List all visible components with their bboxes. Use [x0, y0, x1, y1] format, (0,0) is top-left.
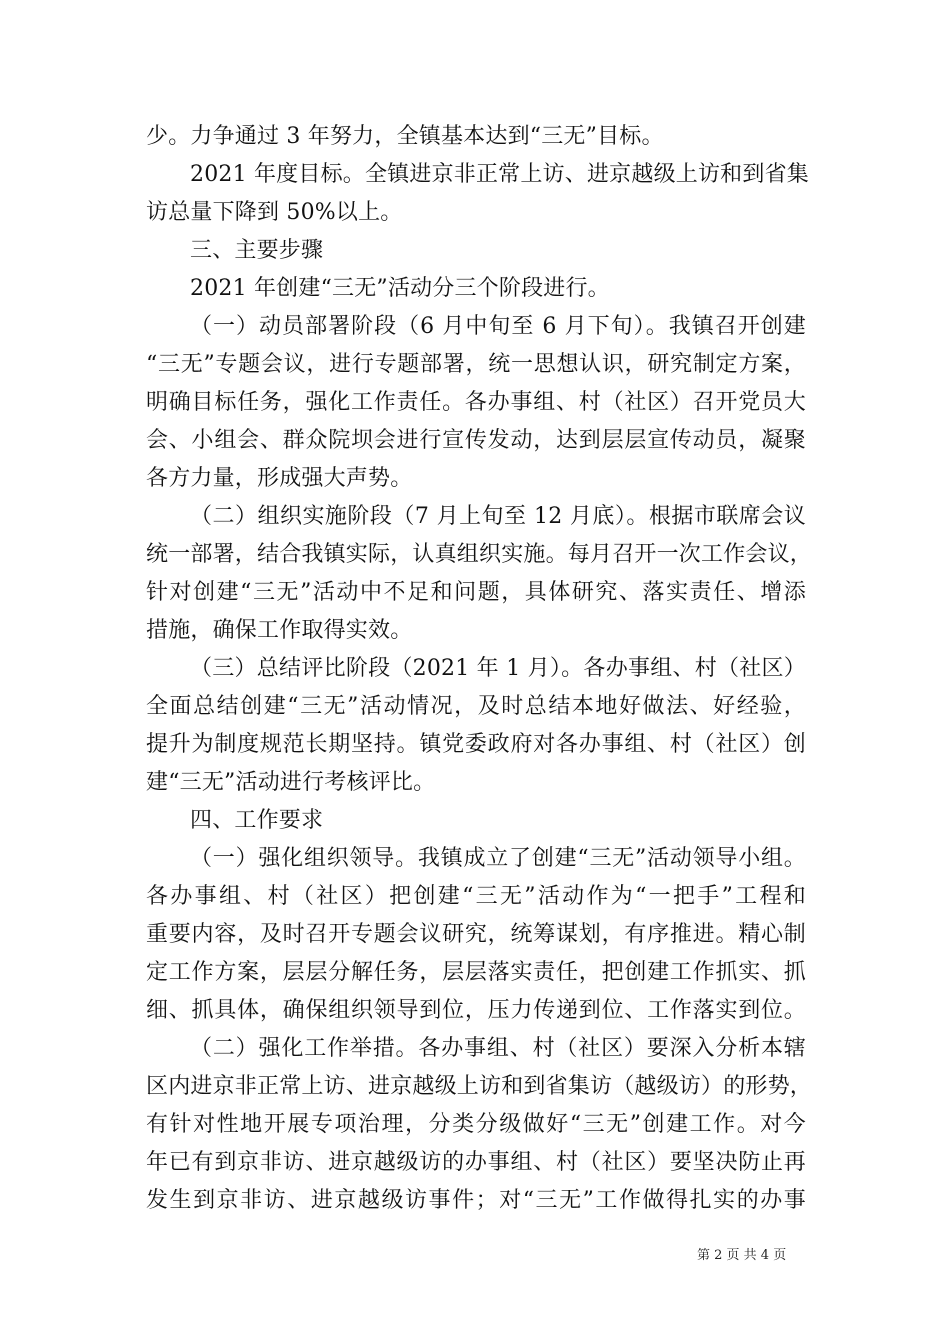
body-text-line: （二）组织实施阶段（7 月上旬至 12 月底）。根据市联席会议	[190, 504, 806, 529]
body-text-line: 少。力争通过 3 年努力，全镇基本达到“三无”目标。	[146, 124, 664, 149]
page-number: 第 2 页 共 4 页	[697, 1248, 787, 1263]
body-text-line: 有针对性地开展专项治理，分类分级做好“三无”创建工作。对今	[146, 1112, 806, 1137]
body-text-line: （三）总结评比阶段（2021 年 1 月）。各办事组、村（社区）	[190, 656, 806, 681]
body-text-line: 重要内容，及时召开专题会议研究，统筹谋划，有序推进。精心制	[146, 922, 806, 947]
body-text-line: “三无”专题会议，进行专题部署，统一思想认识，研究制定方案，	[146, 352, 806, 377]
body-text-line: 四、工作要求	[190, 808, 324, 833]
body-text-line: 2021 年度目标。全镇进京非正常上访、进京越级上访和到省集	[190, 162, 809, 187]
document-body	[146, 118, 813, 1220]
body-text-line: 明确目标任务，强化工作责任。各办事组、村（社区）召开党员大	[146, 390, 806, 415]
body-text-line: 年已有到京非访、进京越级访的办事组、村（社区）要坚决防止再	[146, 1150, 806, 1175]
body-text-line: 各方力量，形成强大声势。	[146, 466, 413, 491]
body-text-line: 建“三无”活动进行考核评比。	[146, 770, 436, 795]
body-text-line: （一）强化组织领导。我镇成立了创建“三无”活动领导小组。	[190, 846, 806, 871]
body-text-line: （一）动员部署阶段（6 月中旬至 6 月下旬）。我镇召开创建	[190, 314, 806, 339]
body-text-line: 统一部署，结合我镇实际，认真组织实施。每月召开一次工作会议，	[146, 542, 813, 567]
body-text-line: 措施，确保工作取得实效。	[146, 618, 413, 643]
body-text-line: 针对创建“三无”活动中不足和问题，具体研究、落实责任、增添	[146, 580, 806, 605]
body-text-line: 访总量下降到 50%以上。	[146, 200, 403, 225]
body-text-line: 细、抓具体，确保组织领导到位，压力传递到位、工作落实到位。	[146, 998, 806, 1023]
body-text-line: 2021 年创建“三无”活动分三个阶段进行。	[190, 276, 610, 301]
body-text-line: 定工作方案，层层分解任务，层层落实责任，把创建工作抓实、抓	[146, 960, 806, 985]
body-text-line: 发生到京非访、进京越级访事件；对“三无”工作做得扎实的办事	[146, 1188, 806, 1213]
body-text-line: 提升为制度规范长期坚持。镇党委政府对各办事组、村（社区）创	[146, 732, 806, 757]
body-text-line: 各办事组、村（社区）把创建“三无”活动作为“一把手”工程和	[146, 884, 806, 909]
body-text-line: 全面总结创建“三无”活动情况，及时总结本地好做法、好经验，	[146, 694, 806, 719]
body-text-line: 区内进京非正常上访、进京越级上访和到省集访（越级访）的形势，	[146, 1074, 813, 1099]
body-text-line: （二）强化工作举措。各办事组、村（社区）要深入分析本辖	[190, 1036, 806, 1061]
body-text-line: 会、小组会、群众院坝会进行宣传发动，达到层层宣传动员，凝聚	[146, 428, 806, 453]
body-text-line: 三、主要步骤	[190, 238, 324, 263]
